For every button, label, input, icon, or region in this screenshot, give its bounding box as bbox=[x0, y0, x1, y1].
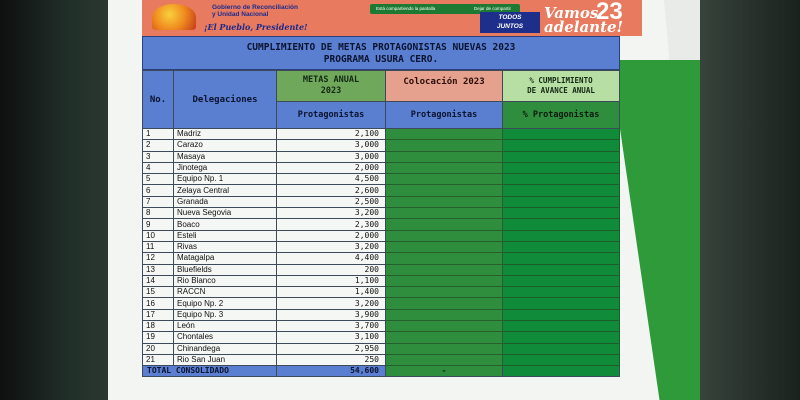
cumplimiento-cell[interactable] bbox=[503, 174, 620, 185]
row-number-cell[interactable]: 11 bbox=[143, 241, 174, 252]
total-row bbox=[143, 366, 620, 377]
table-row bbox=[143, 287, 620, 298]
meta-cell[interactable]: 2,600 bbox=[277, 185, 386, 196]
slide-green-decoration bbox=[610, 60, 700, 400]
cumplimiento-cell[interactable] bbox=[503, 140, 620, 151]
meta-cell[interactable]: 2,000 bbox=[277, 230, 386, 241]
delegacion-cell[interactable]: RACCN bbox=[174, 287, 277, 298]
delegacion-cell[interactable]: Masaya bbox=[174, 151, 277, 162]
total-meta[interactable]: 54,600 bbox=[277, 366, 386, 377]
banner-todos-juntos: TODOS JUNTOS bbox=[480, 12, 540, 33]
cumplimiento-cell[interactable] bbox=[503, 208, 620, 219]
meta-cell[interactable]: 250 bbox=[277, 354, 386, 365]
header-no[interactable]: No. bbox=[143, 71, 174, 129]
colocacion-cell[interactable] bbox=[386, 298, 503, 309]
total-cumplimiento[interactable] bbox=[503, 366, 620, 377]
delegacion-cell[interactable]: Equipo Np. 1 bbox=[174, 174, 277, 185]
meta-cell[interactable]: 3,200 bbox=[277, 208, 386, 219]
cumplimiento-cell[interactable] bbox=[503, 298, 620, 309]
cumplimiento-cell[interactable] bbox=[503, 332, 620, 343]
meta-cell[interactable]: 1,100 bbox=[277, 275, 386, 286]
row-number-cell[interactable]: 18 bbox=[143, 321, 174, 332]
delegacion-cell[interactable]: Rio Blanco bbox=[174, 275, 277, 286]
meta-cell[interactable]: 3,200 bbox=[277, 298, 386, 309]
meta-cell[interactable]: 3,100 bbox=[277, 332, 386, 343]
meta-cell[interactable]: 2,000 bbox=[277, 162, 386, 173]
cumplimiento-cell[interactable] bbox=[503, 162, 620, 173]
meta-cell[interactable]: 3,900 bbox=[277, 309, 386, 320]
subheader-metas-protagonistas[interactable]: Protagonistas bbox=[277, 102, 386, 129]
cumplimiento-cell[interactable] bbox=[503, 253, 620, 264]
banner-slogan: ¡El Pueblo, Presidente! bbox=[204, 22, 308, 32]
row-number-cell[interactable]: 8 bbox=[143, 208, 174, 219]
delegacion-cell[interactable]: Rio San Juan bbox=[174, 354, 277, 365]
meta-cell[interactable]: 200 bbox=[277, 264, 386, 275]
delegacion-cell[interactable]: Nueva Segovia bbox=[174, 208, 277, 219]
spreadsheet-screen bbox=[108, 0, 700, 400]
cumplimiento-cell[interactable] bbox=[503, 151, 620, 162]
row-number-cell[interactable]: 15 bbox=[143, 287, 174, 298]
report-title-line2: PROGRAMA USURA CERO. bbox=[323, 54, 439, 65]
stop-sharing-button[interactable]: Dejar de compartir bbox=[468, 4, 520, 14]
table-row bbox=[143, 162, 620, 173]
cumplimiento-cell[interactable] bbox=[503, 343, 620, 354]
cumplimiento-cell[interactable] bbox=[503, 309, 620, 320]
cumplimiento-cell[interactable] bbox=[503, 287, 620, 298]
table-row bbox=[143, 321, 620, 332]
screen-share-indicator: Está compartiendo la pantalla bbox=[370, 4, 472, 14]
colocacion-cell[interactable] bbox=[386, 219, 503, 230]
colocacion-cell[interactable] bbox=[386, 140, 503, 151]
colocacion-cell[interactable] bbox=[386, 129, 503, 140]
table-row bbox=[143, 174, 620, 185]
colocacion-cell[interactable] bbox=[386, 185, 503, 196]
colocacion-cell[interactable] bbox=[386, 241, 503, 252]
cumplimiento-cell[interactable] bbox=[503, 129, 620, 140]
subheader-cumplimiento-protagonistas[interactable]: % Protagonistas bbox=[503, 102, 620, 129]
total-label[interactable]: TOTAL CONSOLIDADO bbox=[143, 366, 277, 377]
delegacion-cell[interactable]: Chinandega bbox=[174, 343, 277, 354]
colocacion-cell[interactable] bbox=[386, 174, 503, 185]
table-row bbox=[143, 298, 620, 309]
meta-cell[interactable]: 3,000 bbox=[277, 140, 386, 151]
cumplimiento-cell[interactable] bbox=[503, 219, 620, 230]
colocacion-cell[interactable] bbox=[386, 275, 503, 286]
table-body bbox=[143, 129, 620, 366]
header-cumplimiento[interactable]: % CUMPLIMIENTO DE AVANCE ANUAL bbox=[503, 71, 620, 102]
table-row bbox=[143, 343, 620, 354]
total-colocacion[interactable]: - bbox=[386, 366, 503, 377]
report-title bbox=[142, 36, 620, 70]
cumplimiento-cell[interactable] bbox=[503, 230, 620, 241]
subheader-colocacion-protagonistas[interactable]: Protagonistas bbox=[386, 102, 503, 129]
row-number-cell[interactable]: 20 bbox=[143, 343, 174, 354]
table-row bbox=[143, 185, 620, 196]
delegacion-cell[interactable]: Equipo Np. 3 bbox=[174, 309, 277, 320]
row-number-cell[interactable]: 21 bbox=[143, 354, 174, 365]
meta-cell[interactable]: 3,000 bbox=[277, 151, 386, 162]
table-header-row bbox=[143, 71, 620, 102]
cumplimiento-cell[interactable] bbox=[503, 264, 620, 275]
delegacion-cell[interactable]: Carazo bbox=[174, 140, 277, 151]
table-row bbox=[143, 264, 620, 275]
banner-tagline: Vamos adelante! bbox=[544, 4, 624, 36]
meta-cell[interactable]: 2,100 bbox=[277, 129, 386, 140]
row-number-cell[interactable]: 14 bbox=[143, 275, 174, 286]
table-row bbox=[143, 129, 620, 140]
colocacion-cell[interactable] bbox=[386, 309, 503, 320]
meta-cell[interactable]: 3,700 bbox=[277, 321, 386, 332]
delegacion-cell[interactable]: Granada bbox=[174, 196, 277, 207]
colocacion-cell[interactable] bbox=[386, 196, 503, 207]
colocacion-cell[interactable] bbox=[386, 287, 503, 298]
meta-cell[interactable]: 2,950 bbox=[277, 343, 386, 354]
delegacion-cell[interactable]: Matagalpa bbox=[174, 253, 277, 264]
row-number-cell[interactable]: 9 bbox=[143, 219, 174, 230]
delegacion-cell[interactable]: Bluefields bbox=[174, 264, 277, 275]
report-title-line1: CUMPLIMIENTO DE METAS PROTAGONISTAS NUEVAS 2023 bbox=[246, 42, 516, 53]
delegacion-cell[interactable]: Madriz bbox=[174, 129, 277, 140]
header-colocacion[interactable]: Colocación 2023 bbox=[386, 71, 503, 102]
colocacion-cell[interactable] bbox=[386, 151, 503, 162]
background-left bbox=[0, 0, 120, 400]
cumplimiento-cell[interactable] bbox=[503, 275, 620, 286]
meta-cell[interactable]: 2,300 bbox=[277, 219, 386, 230]
cumplimiento-cell[interactable] bbox=[503, 185, 620, 196]
table-row bbox=[143, 275, 620, 286]
government-banner bbox=[142, 0, 642, 36]
colocacion-cell[interactable] bbox=[386, 354, 503, 365]
meta-cell[interactable]: 1,400 bbox=[277, 287, 386, 298]
cumplimiento-cell[interactable] bbox=[503, 354, 620, 365]
delegacion-cell[interactable]: Jinotega bbox=[174, 162, 277, 173]
colocacion-cell[interactable] bbox=[386, 343, 503, 354]
row-number-cell[interactable]: 19 bbox=[143, 332, 174, 343]
colocacion-cell[interactable] bbox=[386, 264, 503, 275]
table-row bbox=[143, 354, 620, 365]
meta-cell[interactable]: 4,400 bbox=[277, 253, 386, 264]
delegacion-cell[interactable]: Zelaya Central bbox=[174, 185, 277, 196]
table-row bbox=[143, 241, 620, 252]
row-number-cell[interactable]: 2 bbox=[143, 140, 174, 151]
table-row bbox=[143, 219, 620, 230]
meta-cell[interactable]: 2,500 bbox=[277, 196, 386, 207]
delegacion-cell[interactable]: Equipo Np. 2 bbox=[174, 298, 277, 309]
delegacion-cell[interactable]: Chontales bbox=[174, 332, 277, 343]
goals-table bbox=[142, 70, 620, 377]
banner-year-mark: 23 bbox=[596, 0, 623, 25]
colocacion-cell[interactable] bbox=[386, 321, 503, 332]
delegacion-cell[interactable]: Esteli bbox=[174, 230, 277, 241]
row-number-cell[interactable]: 6 bbox=[143, 185, 174, 196]
row-number-cell[interactable]: 16 bbox=[143, 298, 174, 309]
meta-cell[interactable]: 4,500 bbox=[277, 174, 386, 185]
row-number-cell[interactable]: 3 bbox=[143, 151, 174, 162]
row-number-cell[interactable]: 1 bbox=[143, 129, 174, 140]
table-row bbox=[143, 208, 620, 219]
government-logo-icon bbox=[152, 4, 196, 30]
cumplimiento-cell[interactable] bbox=[503, 241, 620, 252]
cumplimiento-cell[interactable] bbox=[503, 321, 620, 332]
colocacion-cell[interactable] bbox=[386, 332, 503, 343]
table-row bbox=[143, 140, 620, 151]
row-number-cell[interactable]: 12 bbox=[143, 253, 174, 264]
background-right bbox=[688, 0, 800, 400]
header-metas-anual[interactable]: METAS ANUAL 2023 bbox=[277, 71, 386, 102]
meta-cell[interactable]: 3,200 bbox=[277, 241, 386, 252]
delegacion-cell[interactable]: León bbox=[174, 321, 277, 332]
row-number-cell[interactable]: 13 bbox=[143, 264, 174, 275]
banner-government-name: Gobierno de Reconciliación y Unidad Nacional bbox=[212, 4, 298, 18]
row-number-cell[interactable]: 4 bbox=[143, 162, 174, 173]
table-row bbox=[143, 230, 620, 241]
row-number-cell[interactable]: 7 bbox=[143, 196, 174, 207]
table-row bbox=[143, 332, 620, 343]
colocacion-cell[interactable] bbox=[386, 230, 503, 241]
table-row bbox=[143, 196, 620, 207]
row-number-cell[interactable]: 5 bbox=[143, 174, 174, 185]
delegacion-cell[interactable]: Boaco bbox=[174, 219, 277, 230]
table-row bbox=[143, 309, 620, 320]
colocacion-cell[interactable] bbox=[386, 162, 503, 173]
colocacion-cell[interactable] bbox=[386, 208, 503, 219]
table-row bbox=[143, 151, 620, 162]
table-row bbox=[143, 253, 620, 264]
cumplimiento-cell[interactable] bbox=[503, 196, 620, 207]
row-number-cell[interactable]: 10 bbox=[143, 230, 174, 241]
header-delegaciones[interactable]: Delegaciones bbox=[174, 71, 277, 129]
row-number-cell[interactable]: 17 bbox=[143, 309, 174, 320]
colocacion-cell[interactable] bbox=[386, 253, 503, 264]
delegacion-cell[interactable]: Rivas bbox=[174, 241, 277, 252]
